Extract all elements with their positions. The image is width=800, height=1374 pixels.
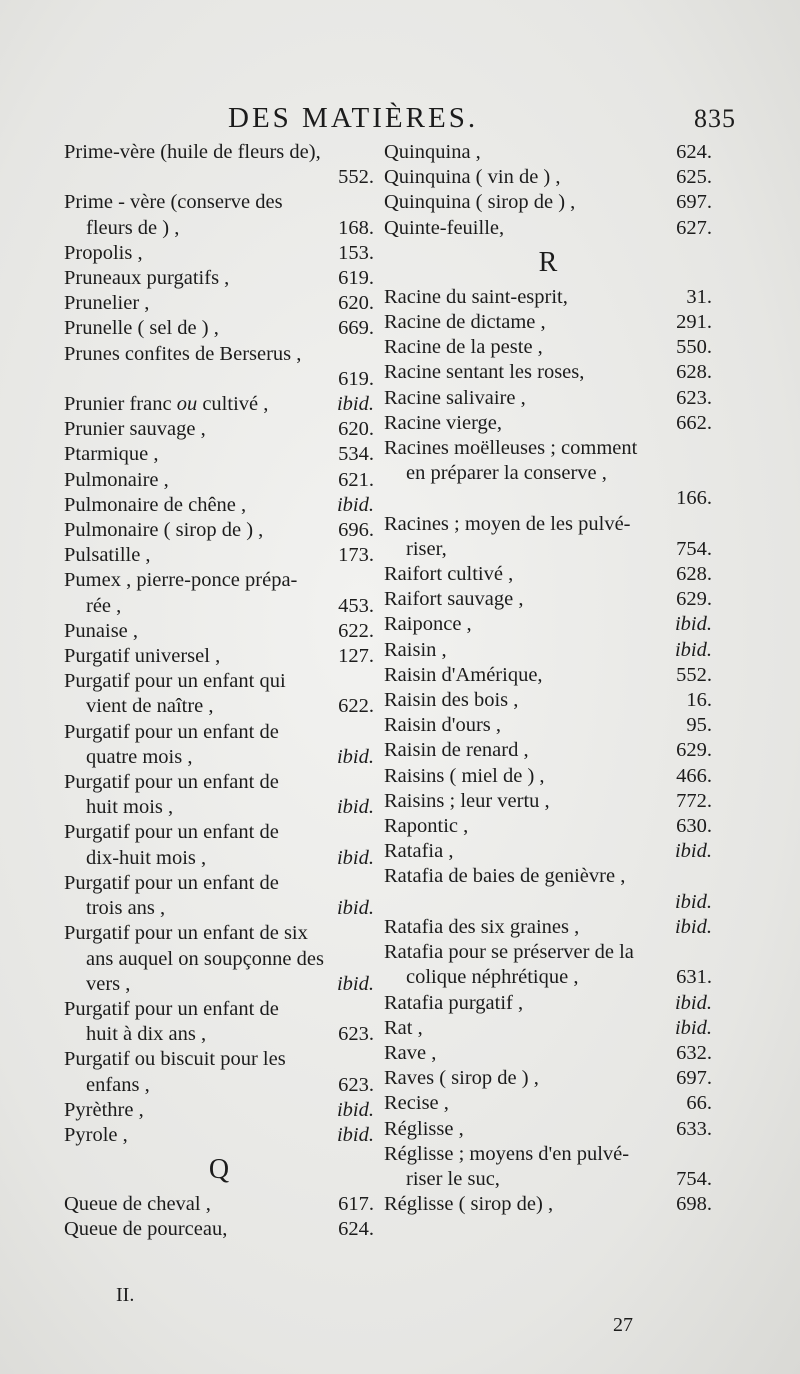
index-line bbox=[64, 1047, 374, 1072]
page-reference: ibid. bbox=[336, 972, 374, 995]
page-reference: 466. bbox=[676, 764, 712, 787]
index-entry bbox=[384, 386, 712, 411]
index-entry bbox=[384, 1041, 712, 1066]
page-reference: ibid. bbox=[674, 613, 712, 636]
page-reference: ibid. bbox=[674, 991, 712, 1014]
index-entry bbox=[64, 1123, 374, 1148]
entry-text: Purgatif pour un enfant de six bbox=[64, 922, 308, 945]
index-line bbox=[64, 291, 374, 316]
index-line bbox=[384, 940, 712, 965]
index-column-left bbox=[64, 140, 374, 1243]
index-entry bbox=[64, 921, 374, 997]
entry-text: Purgatif universel , bbox=[64, 645, 221, 668]
entry-text: fleurs de ) , bbox=[86, 216, 180, 239]
page-reference: 534. bbox=[338, 443, 374, 466]
index-line bbox=[64, 417, 374, 442]
index-entry bbox=[384, 190, 712, 215]
entry-text: Racine du saint-esprit, bbox=[384, 285, 568, 308]
index-entry bbox=[64, 997, 374, 1047]
index-entry bbox=[64, 518, 374, 543]
index-line bbox=[384, 1117, 712, 1142]
page-reference: 166. bbox=[676, 487, 712, 510]
index-entry bbox=[64, 669, 374, 719]
index-line bbox=[384, 1192, 712, 1217]
entry-text: huit mois , bbox=[86, 796, 174, 819]
entry-text: riser le suc, bbox=[406, 1167, 500, 1190]
page-reference: ibid. bbox=[336, 745, 374, 768]
index-line bbox=[384, 562, 712, 587]
index-line bbox=[384, 335, 712, 360]
page-reference: 662. bbox=[676, 411, 712, 434]
index-entry bbox=[64, 1098, 374, 1123]
page-reference: ibid. bbox=[674, 915, 712, 938]
signature-mark: II. bbox=[116, 1284, 135, 1306]
page-reference: 453. bbox=[338, 594, 374, 617]
page-reference: ibid. bbox=[674, 840, 712, 863]
index-line bbox=[64, 493, 374, 518]
entry-text: Raiponce , bbox=[384, 613, 472, 636]
index-entry bbox=[384, 1091, 712, 1116]
entry-text: Raifort sauvage , bbox=[384, 588, 524, 611]
index-entry bbox=[384, 436, 712, 512]
index-entry bbox=[64, 871, 374, 921]
index-line bbox=[384, 915, 712, 940]
index-line bbox=[64, 543, 374, 568]
index-line bbox=[64, 190, 374, 215]
index-entry bbox=[384, 839, 712, 864]
entry-text: dix-huit mois , bbox=[86, 846, 207, 869]
entry-text: Prunelle ( sel de ) , bbox=[64, 317, 219, 340]
entry-text: Prunes confites de Berserus , bbox=[64, 342, 302, 365]
index-entry bbox=[64, 468, 374, 493]
page-reference: ibid. bbox=[336, 493, 374, 516]
entry-text: Purgatif pour un enfant de bbox=[64, 771, 279, 794]
index-line bbox=[384, 537, 712, 562]
index-line bbox=[384, 1142, 712, 1167]
index-line bbox=[384, 140, 712, 165]
index-line bbox=[384, 991, 712, 1016]
page-reference: 168. bbox=[338, 216, 374, 239]
index-line bbox=[384, 461, 712, 486]
index-line bbox=[384, 1167, 712, 1192]
index-line bbox=[384, 512, 712, 537]
index-line bbox=[64, 972, 374, 997]
page-reference: 697. bbox=[676, 191, 712, 214]
index-line bbox=[384, 738, 712, 763]
entry-text: Propolis , bbox=[64, 241, 143, 264]
index-line bbox=[384, 612, 712, 637]
entry-text: Réglisse ( sirop de) , bbox=[384, 1193, 554, 1216]
index-line bbox=[64, 342, 374, 367]
entry-text: Quinquina ( sirop de ) , bbox=[384, 191, 576, 214]
index-entry bbox=[384, 1016, 712, 1041]
index-entry bbox=[384, 940, 712, 990]
entry-text: Racine sentant les roses, bbox=[384, 361, 585, 384]
entry-text: Pyrèthre , bbox=[64, 1098, 144, 1121]
index-line bbox=[64, 997, 374, 1022]
entry-text: vers , bbox=[86, 972, 131, 995]
entry-text: Racine vierge, bbox=[384, 411, 503, 434]
index-entry bbox=[64, 1192, 374, 1217]
index-line bbox=[64, 669, 374, 694]
index-line bbox=[384, 814, 712, 839]
entry-text: Prunelier , bbox=[64, 292, 150, 315]
entry-text: Raisins ; leur vertu , bbox=[384, 789, 550, 812]
index-line bbox=[64, 947, 374, 972]
index-line bbox=[64, 518, 374, 543]
page-reference: 623. bbox=[338, 1073, 374, 1096]
index-line bbox=[64, 140, 374, 165]
index-line bbox=[384, 663, 712, 688]
index-entry bbox=[384, 612, 712, 637]
entry-text: riser, bbox=[406, 537, 447, 560]
index-line bbox=[384, 587, 712, 612]
page-reference: ibid. bbox=[674, 890, 712, 913]
entry-text: Raisin des bois , bbox=[384, 689, 519, 712]
entry-text: Racine de la peste , bbox=[384, 336, 543, 359]
page-reference: 629. bbox=[676, 739, 712, 762]
entry-text: Raifort cultivé , bbox=[384, 563, 514, 586]
index-entry bbox=[384, 216, 712, 241]
page-reference: 628. bbox=[676, 563, 712, 586]
entry-text: quatre mois , bbox=[86, 745, 193, 768]
index-line bbox=[384, 1041, 712, 1066]
index-line bbox=[64, 1073, 374, 1098]
entry-text: Rat , bbox=[384, 1016, 423, 1039]
index-line bbox=[384, 713, 712, 738]
index-line bbox=[64, 795, 374, 820]
entry-text: Queue de pourceau, bbox=[64, 1218, 228, 1241]
index-line bbox=[64, 1098, 374, 1123]
entry-text: Prunier franc ou cultivé , bbox=[64, 393, 269, 416]
index-line bbox=[64, 619, 374, 644]
index-line bbox=[384, 285, 712, 310]
entry-text: vient de naître , bbox=[86, 695, 214, 718]
entry-text: ans auquel on soupçonne des bbox=[86, 947, 324, 970]
page-reference: ibid. bbox=[336, 796, 374, 819]
page-reference: 697. bbox=[676, 1067, 712, 1090]
index-line bbox=[384, 638, 712, 663]
index-entry bbox=[64, 316, 374, 341]
entry-text: Pyrole , bbox=[64, 1123, 128, 1146]
page-reference: 622. bbox=[338, 695, 374, 718]
entry-text: Ratafia , bbox=[384, 840, 454, 863]
page-reference: 622. bbox=[338, 619, 374, 642]
page-reference: 95. bbox=[686, 714, 712, 737]
entry-text: Pumex , pierre-ponce prépa- bbox=[64, 569, 298, 592]
page-reference: 772. bbox=[676, 789, 712, 812]
index-line bbox=[64, 468, 374, 493]
page-reference: 625. bbox=[676, 166, 712, 189]
index-line bbox=[384, 165, 712, 190]
index-entry bbox=[384, 915, 712, 940]
index-entry bbox=[64, 442, 374, 467]
page-reference: 550. bbox=[676, 336, 712, 359]
index-line bbox=[384, 890, 712, 915]
entry-text: Ratafia des six graines , bbox=[384, 915, 580, 938]
index-line bbox=[64, 216, 374, 241]
index-line bbox=[64, 241, 374, 266]
index-line bbox=[384, 1091, 712, 1116]
entry-text: en préparer la conserve , bbox=[406, 462, 607, 485]
index-line bbox=[384, 764, 712, 789]
page-reference: 127. bbox=[338, 645, 374, 668]
index-entry bbox=[384, 285, 712, 310]
entry-text: Pulmonaire ( sirop de ) , bbox=[64, 519, 264, 542]
page-reference: 623. bbox=[676, 386, 712, 409]
entry-text: Ratafia pour se préserver de la bbox=[384, 941, 634, 964]
index-line bbox=[384, 411, 712, 436]
index-line bbox=[384, 789, 712, 814]
index-line bbox=[64, 1192, 374, 1217]
index-entry bbox=[384, 562, 712, 587]
page-reference: 173. bbox=[338, 544, 374, 567]
entry-text: Raisins ( miel de ) , bbox=[384, 764, 545, 787]
page-reference: 153. bbox=[338, 241, 374, 264]
index-entry bbox=[64, 720, 374, 770]
page-reference: 629. bbox=[676, 588, 712, 611]
entry-text: enfans , bbox=[86, 1073, 150, 1096]
entry-text: Raisin , bbox=[384, 638, 447, 661]
index-entry bbox=[384, 1142, 712, 1192]
entry-text: Pulmonaire de chêne , bbox=[64, 493, 247, 516]
index-entry bbox=[384, 1117, 712, 1142]
page-reference: 291. bbox=[676, 311, 712, 334]
page-reference: 624. bbox=[676, 141, 712, 163]
index-entry bbox=[384, 713, 712, 738]
index-entry bbox=[384, 1066, 712, 1091]
page-reference: ibid. bbox=[336, 393, 374, 416]
page-reference: 31. bbox=[686, 285, 712, 308]
entry-text: Queue de cheval , bbox=[64, 1193, 211, 1216]
index-line bbox=[384, 436, 712, 461]
page-reference: 754. bbox=[676, 537, 712, 560]
index-entry bbox=[64, 619, 374, 644]
section-letter: Q bbox=[208, 1154, 230, 1186]
page-reference: ibid. bbox=[674, 1016, 712, 1039]
entry-text: Raisin d'Amérique, bbox=[384, 663, 543, 686]
page-reference: 669. bbox=[338, 317, 374, 340]
index-entry bbox=[64, 417, 374, 442]
index-line bbox=[64, 745, 374, 770]
page-reference: ibid. bbox=[336, 1098, 374, 1121]
entry-text: Prime - vère (conserve des bbox=[64, 191, 283, 214]
entry-text: colique néphrétique , bbox=[406, 966, 579, 989]
entry-text: Raisin d'ours , bbox=[384, 714, 502, 737]
entry-text: Racine salivaire , bbox=[384, 386, 526, 409]
entry-text: trois ans , bbox=[86, 897, 166, 920]
index-entry bbox=[384, 663, 712, 688]
page-reference: 552. bbox=[338, 166, 374, 189]
header-page-number: 835 bbox=[694, 104, 736, 133]
entry-text: Racines moëlleuses ; comment bbox=[384, 437, 638, 460]
index-entry bbox=[64, 770, 374, 820]
page-reference: 696. bbox=[338, 519, 374, 542]
index-entry bbox=[384, 688, 712, 713]
entry-text: Purgatif pour un enfant de bbox=[64, 997, 279, 1020]
index-line bbox=[384, 688, 712, 713]
index-line bbox=[64, 442, 374, 467]
entry-text: Prime-vère (huile de fleurs de), bbox=[64, 141, 321, 163]
index-line bbox=[384, 965, 712, 990]
page-reference: ibid. bbox=[674, 638, 712, 661]
entry-text: Purgatif pour un enfant de bbox=[64, 821, 279, 844]
index-line bbox=[384, 1066, 712, 1091]
index-line bbox=[64, 568, 374, 593]
index-line bbox=[64, 871, 374, 896]
index-line bbox=[64, 694, 374, 719]
index-line bbox=[64, 316, 374, 341]
entry-text: Purgatif pour un enfant qui bbox=[64, 670, 286, 693]
index-entry bbox=[384, 360, 712, 385]
index-entry bbox=[64, 342, 374, 392]
entry-text: Quinte-feuille, bbox=[384, 216, 505, 239]
index-entry bbox=[64, 241, 374, 266]
index-line bbox=[64, 820, 374, 845]
index-entry bbox=[384, 638, 712, 663]
index-entry bbox=[64, 820, 374, 870]
index-entry bbox=[64, 568, 374, 618]
entry-text: huit à dix ans , bbox=[86, 1023, 207, 1046]
entry-text: Prunier sauvage , bbox=[64, 418, 206, 441]
page-reference: 552. bbox=[676, 663, 712, 686]
index-line bbox=[64, 720, 374, 745]
index-line bbox=[64, 846, 374, 871]
index-entry bbox=[64, 291, 374, 316]
entry-text: Pulsatille , bbox=[64, 544, 151, 567]
index-line bbox=[384, 864, 712, 889]
index-line bbox=[64, 770, 374, 795]
index-entry bbox=[384, 738, 712, 763]
index-line bbox=[384, 839, 712, 864]
header-title: DES MATIÈRES. bbox=[228, 102, 479, 134]
index-entry bbox=[64, 543, 374, 568]
entry-text: Purgatif pour un enfant de bbox=[64, 871, 279, 894]
index-entry bbox=[64, 644, 374, 669]
entry-text: Quinquina , bbox=[384, 141, 481, 163]
index-entry bbox=[64, 266, 374, 291]
index-entry bbox=[384, 1192, 712, 1217]
index-line bbox=[384, 216, 712, 241]
entry-text: Ratafia de baies de genièvre , bbox=[384, 865, 626, 888]
index-line bbox=[64, 1022, 374, 1047]
index-line bbox=[384, 310, 712, 335]
index-column-right bbox=[384, 140, 712, 1217]
section-letter: R bbox=[538, 246, 558, 278]
page-reference: 633. bbox=[676, 1117, 712, 1140]
entry-text: Raves ( sirop de ) , bbox=[384, 1067, 539, 1090]
page-reference: 632. bbox=[676, 1041, 712, 1064]
page-reference: ibid. bbox=[336, 897, 374, 920]
entry-text: rée , bbox=[86, 594, 122, 617]
index-line bbox=[64, 392, 374, 417]
entry-text: Quinquina ( vin de ) , bbox=[384, 166, 561, 189]
index-line bbox=[64, 1217, 374, 1242]
page-reference: 627. bbox=[676, 216, 712, 239]
index-entry bbox=[384, 411, 712, 436]
entry-text: Punaise , bbox=[64, 619, 139, 642]
index-line bbox=[64, 594, 374, 619]
index-entry bbox=[384, 764, 712, 789]
index-line bbox=[384, 1016, 712, 1041]
page-reference: 623. bbox=[338, 1023, 374, 1046]
entry-text: Ptarmique , bbox=[64, 443, 159, 466]
entry-text: Recise , bbox=[384, 1092, 449, 1115]
index-entry bbox=[64, 140, 374, 190]
page-reference: 66. bbox=[686, 1092, 712, 1115]
index-line bbox=[64, 266, 374, 291]
page-reference: 631. bbox=[676, 966, 712, 989]
page-reference: 620. bbox=[338, 418, 374, 441]
index-entry bbox=[64, 190, 374, 240]
index-line bbox=[64, 921, 374, 946]
page-reference: 624. bbox=[338, 1218, 374, 1241]
index-entry bbox=[384, 789, 712, 814]
index-entry bbox=[64, 392, 374, 417]
entry-text: Raisin de renard , bbox=[384, 739, 529, 762]
entry-text: Réglisse , bbox=[384, 1117, 464, 1140]
page-reference: 617. bbox=[338, 1193, 374, 1216]
entry-text: Racine de dictame , bbox=[384, 311, 546, 334]
index-entry bbox=[384, 140, 712, 165]
index-line bbox=[384, 386, 712, 411]
page-reference: 754. bbox=[676, 1167, 712, 1190]
entry-text: Purgatif ou biscuit pour les bbox=[64, 1048, 286, 1071]
index-entry bbox=[384, 864, 712, 914]
entry-text: Purgatif pour un enfant de bbox=[64, 720, 279, 743]
page-reference: 16. bbox=[686, 689, 712, 712]
gathering-number: 27 bbox=[613, 1314, 633, 1336]
index-line bbox=[64, 896, 374, 921]
page-reference: ibid. bbox=[336, 846, 374, 869]
page-reference: 619. bbox=[338, 267, 374, 290]
entry-text: Réglisse ; moyens d'en pulvé- bbox=[384, 1142, 630, 1165]
entry-text: Pulmonaire , bbox=[64, 468, 169, 491]
index-entry bbox=[384, 310, 712, 335]
entry-text: Pruneaux purgatifs , bbox=[64, 267, 230, 290]
index-entry bbox=[64, 1047, 374, 1097]
index-line bbox=[384, 190, 712, 215]
entry-text: Rave , bbox=[384, 1041, 437, 1064]
index-entry bbox=[384, 165, 712, 190]
index-entry bbox=[384, 814, 712, 839]
entry-text: Ratafia purgatif , bbox=[384, 991, 524, 1014]
index-entry bbox=[64, 493, 374, 518]
index-line bbox=[64, 644, 374, 669]
entry-text: Racines ; moyen de les pulvé- bbox=[384, 512, 631, 535]
index-line bbox=[64, 165, 374, 190]
index-entry bbox=[384, 512, 712, 562]
index-line bbox=[384, 360, 712, 385]
index-line bbox=[384, 486, 712, 511]
page-reference: 630. bbox=[676, 815, 712, 838]
page-reference: 621. bbox=[338, 468, 374, 491]
index-entry bbox=[384, 587, 712, 612]
index-entry bbox=[384, 335, 712, 360]
index-line bbox=[64, 1123, 374, 1148]
page-reference: 698. bbox=[676, 1193, 712, 1216]
index-entry bbox=[384, 991, 712, 1016]
index-line bbox=[64, 367, 374, 392]
entry-text: Rapontic , bbox=[384, 815, 469, 838]
page-reference: ibid. bbox=[336, 1123, 374, 1146]
running-header bbox=[0, 102, 800, 138]
page-reference: 619. bbox=[338, 367, 374, 390]
index-entry bbox=[64, 1217, 374, 1242]
page-reference: 628. bbox=[676, 361, 712, 384]
page-reference: 620. bbox=[338, 292, 374, 315]
